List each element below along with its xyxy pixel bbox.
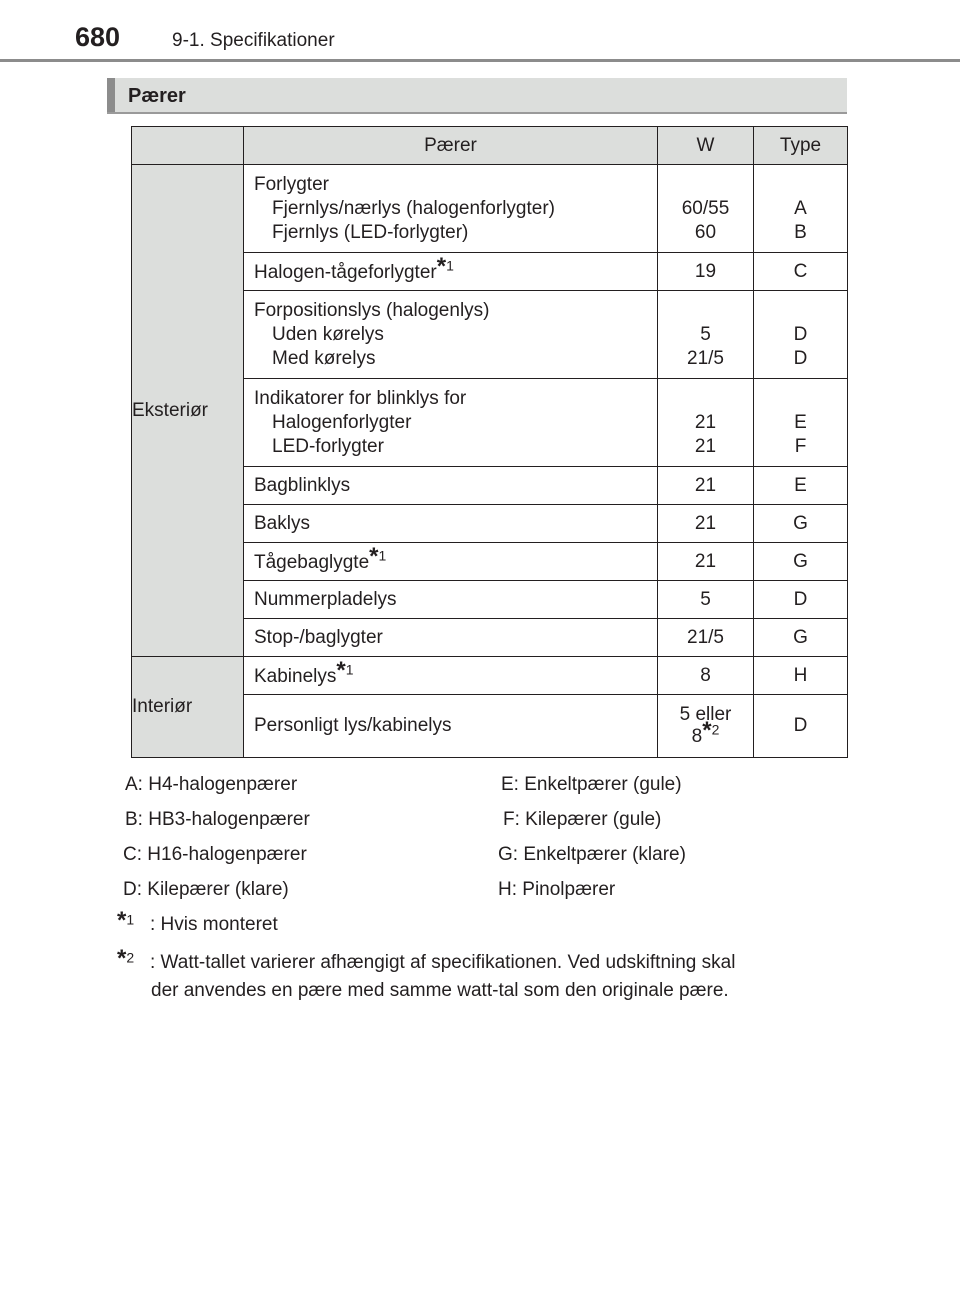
- section-title: Pærer: [128, 85, 186, 107]
- watt-value: 21/5: [687, 347, 724, 369]
- section-accent: [107, 78, 115, 112]
- legend-item-c: C: H16-halogenpærer: [123, 844, 307, 865]
- type-cell: [754, 291, 848, 379]
- header-cell-type: Type: [754, 127, 848, 165]
- row-subitem: Fjernlys/nærlys (halogenforlygter): [272, 197, 555, 219]
- footnote-number: 1: [378, 547, 387, 564]
- row-label-cabin: [244, 657, 658, 695]
- row-subitem: Fjernlys (LED-forlygter): [272, 221, 469, 243]
- type-cell: [754, 165, 848, 253]
- footnote-asterisk: *: [702, 717, 712, 744]
- watt-value: [658, 717, 753, 747]
- row-label-text: Halogen-tågeforlygter: [254, 261, 437, 283]
- legend-item-d: D: Kilepærer (klare): [123, 879, 289, 900]
- type-cell: G: [754, 505, 848, 543]
- page-header: [0, 0, 960, 64]
- watt-cell: [658, 379, 754, 467]
- type-cell: H: [754, 657, 848, 695]
- watt-cell: 21: [658, 467, 754, 505]
- header-cell-bulb: Pærer: [244, 127, 658, 165]
- legend-item-h: H: Pinolpærer: [498, 879, 616, 900]
- watt-cell: 21: [658, 543, 754, 581]
- header-cell-group: [132, 127, 244, 165]
- watt-cell: 19: [658, 253, 754, 291]
- footnote-asterisk: *: [436, 252, 447, 280]
- type-cell: C: [754, 253, 848, 291]
- type-value: D: [793, 347, 808, 369]
- row-label-indicators: [244, 379, 658, 467]
- legend-item-f: F: Kilepærer (gule): [503, 809, 662, 830]
- footnote-marker: [117, 945, 135, 979]
- legend-item-g: G: Enkeltpærer (klare): [498, 844, 686, 865]
- footnote-number: 2: [711, 721, 720, 738]
- row-subitem: Uden kørelys: [272, 323, 384, 345]
- row-subitem: Med kørelys: [272, 347, 376, 369]
- footnote-text: : Watt-tallet varierer afhængigt af specifikationen. Ved udskiftning skal: [150, 952, 736, 973]
- table-row: [132, 165, 848, 253]
- row-title: Indikatorer for blinklys for: [254, 387, 467, 409]
- row-title: Forlygter: [254, 173, 329, 195]
- watt-cell: [658, 695, 754, 758]
- footnote-asterisk: *: [117, 907, 127, 934]
- row-label-headlights: [244, 165, 658, 253]
- type-value: D: [793, 323, 808, 345]
- footnote-2: [117, 945, 837, 1009]
- watt-cell: [658, 165, 754, 253]
- header-rule: [0, 59, 960, 62]
- table-header-row: [132, 127, 848, 165]
- row-label-fog: [244, 253, 658, 291]
- type-cell: G: [754, 619, 848, 657]
- watt-value: 60/55: [681, 197, 730, 219]
- watt-value: 21: [694, 411, 717, 433]
- watt-cell: 5: [658, 581, 754, 619]
- watt-value: 5 eller: [679, 704, 732, 725]
- watt-cell: 21/5: [658, 619, 754, 657]
- row-title: Forpositionslys (halogenlys): [254, 299, 490, 321]
- footnote-marker: [117, 907, 135, 941]
- legend-item-b: B: HB3-halogenpærer: [125, 809, 310, 830]
- row-subitem: Halogenforlygter: [272, 411, 412, 433]
- type-cell: E: [754, 467, 848, 505]
- bulb-specification-table: [131, 126, 848, 758]
- header-cell-watt: W: [658, 127, 754, 165]
- row-label-rear-turn: Bagblinklys: [244, 467, 658, 505]
- type-value: E: [794, 411, 807, 433]
- section-heading-bar: [107, 78, 847, 114]
- type-cell: D: [754, 581, 848, 619]
- table-row: [132, 657, 848, 695]
- row-label-text: Tågebaglygte: [254, 551, 370, 573]
- footnote-number: 1: [446, 257, 454, 274]
- row-label-reverse: Baklys: [244, 505, 658, 543]
- type-value: A: [794, 197, 807, 219]
- watt-value: 21: [694, 435, 717, 457]
- watt-cell: 21: [658, 505, 754, 543]
- legend-item-a: A: H4-halogenpærer: [125, 774, 298, 795]
- type-cell: D: [754, 695, 848, 758]
- group-label-interior: Interiør: [132, 657, 244, 758]
- row-label-position: [244, 291, 658, 379]
- type-value: B: [794, 221, 807, 243]
- footnote-number: 2: [126, 949, 135, 966]
- row-subitem: LED-forlygter: [272, 435, 384, 457]
- row-label-stop-tail: Stop-/baglygter: [244, 619, 658, 657]
- page-number: 680: [75, 22, 121, 52]
- legend-item-e: E: Enkeltpærer (gule): [501, 774, 682, 795]
- type-cell: G: [754, 543, 848, 581]
- footnote-text: : Hvis monteret: [150, 914, 278, 935]
- footnote-number: 1: [345, 661, 354, 678]
- footnote-1: [117, 907, 837, 941]
- type-cell: [754, 379, 848, 467]
- type-value: F: [794, 435, 807, 457]
- chapter-title: 9-1. Specifikationer: [172, 30, 335, 51]
- watt-value: 5: [700, 323, 711, 345]
- footnote-text-continued: der anvendes en pære med samme watt-tal som den originale pære.: [151, 980, 729, 1001]
- watt-cell: 8: [658, 657, 754, 695]
- watt-value-text: 8: [691, 726, 703, 747]
- row-label-personal: Personligt lys/kabinelys: [244, 695, 658, 758]
- footnote-asterisk: *: [117, 945, 127, 972]
- group-label-exterior: Eksteriør: [132, 165, 244, 657]
- footnote-asterisk: *: [369, 542, 379, 570]
- watt-value: 60: [694, 221, 717, 243]
- row-label-rear-fog: [244, 543, 658, 581]
- row-label-plate: Nummerpladelys: [244, 581, 658, 619]
- footnote-number: 1: [126, 911, 135, 928]
- footnote-asterisk: *: [336, 656, 346, 684]
- row-label-text: Kabinelys: [254, 665, 337, 687]
- watt-cell: [658, 291, 754, 379]
